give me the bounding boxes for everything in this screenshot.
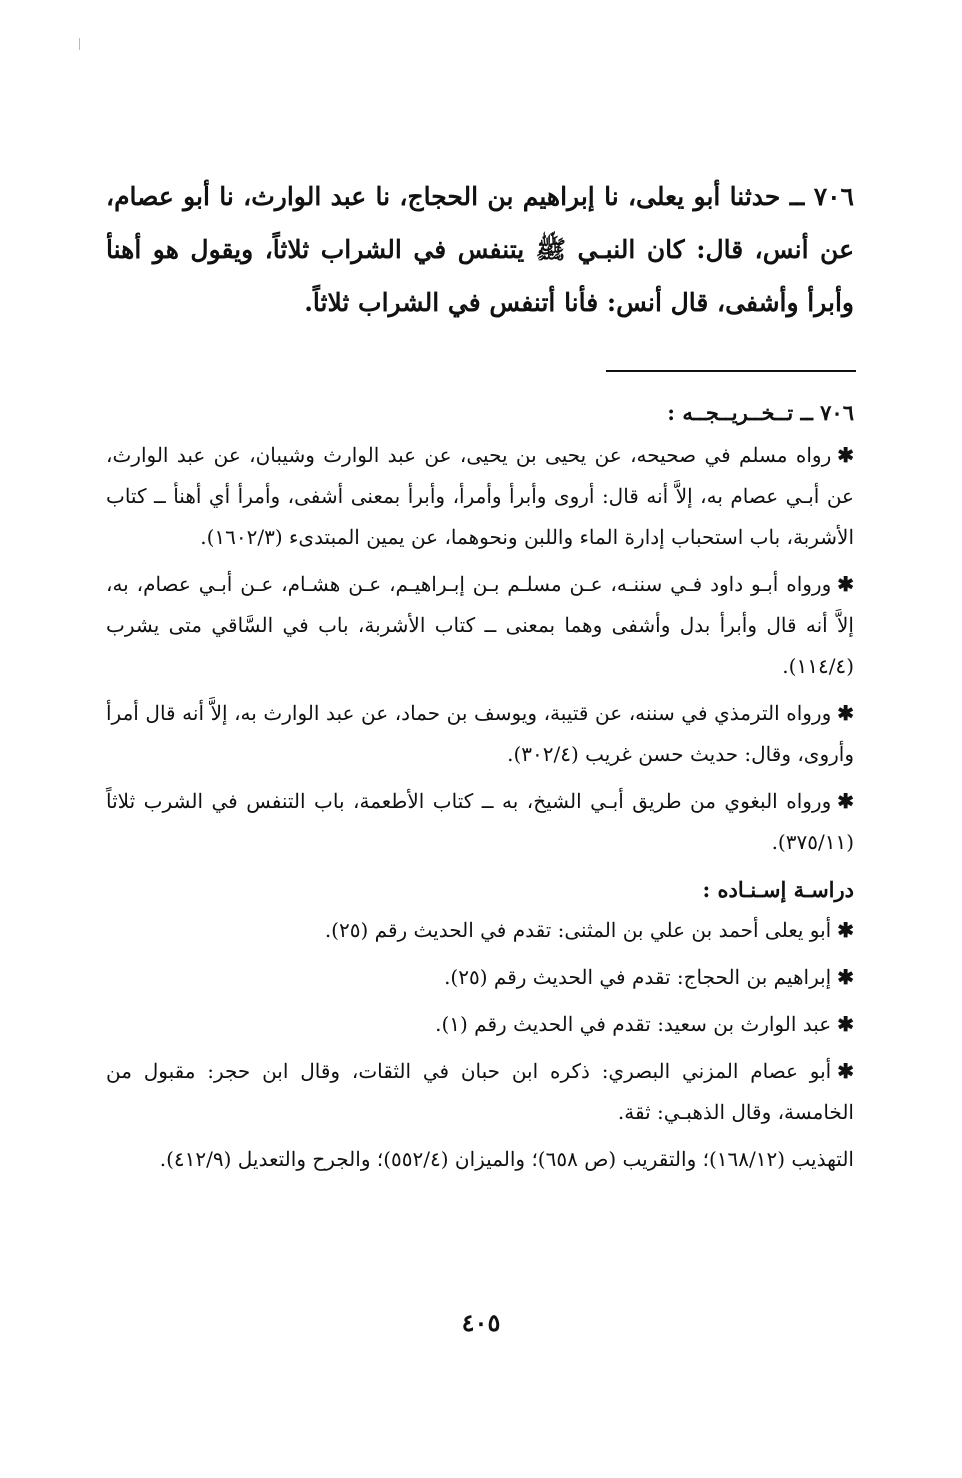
- takhrij-muslim: [106, 435, 854, 558]
- hadith-text-block: [106, 170, 854, 329]
- bullet-star-icon: ✱: [837, 918, 854, 942]
- bullet-star-icon: ✱: [837, 1012, 854, 1036]
- hadith-706-text: ٧٠٦ ــ حدثنا أبو يعلى، نا إبراهيم بن الحجاج، نا عبد الوارث، نا أبو عصام، عن أنس، قال: كان النبـي ﷺ يتنفس في الشراب ثلاثاً، ويقول هو أهنأ وأبرأ وأشفى، قال أنس: فأنا أتنفس في الشراب ثلاثاً.: [106, 182, 854, 317]
- isnad-abd-al-warith: [106, 1004, 854, 1045]
- isnad-abu-isam-text: أبو عصام المزني البصري: ذكره ابن حبان في الثقات، وقال ابن حجر: مقبول من الخامسة، وقال الذهبـي: ثقة.: [106, 1059, 854, 1124]
- takhrij-heading: ٧٠٦ ــ تــخــريــجــه :: [667, 400, 854, 425]
- isnad-abu-yala: [106, 910, 854, 951]
- footnotes-block: [106, 392, 854, 1186]
- scan-speck: [79, 38, 80, 50]
- takhrij-tirmidhi-text: ورواه الترمذي في سننه، عن قتيبة، ويوسف بن حماد، عن عبد الوارث به، إلاَّ أنه قال أمرأ وأروى، وقال: حديث حسن غريب (٣٠٢/٤).: [106, 701, 854, 766]
- takhrij-muslim-text: رواه مسلم في صحيحه، عن يحيى بن يحيى، عن عبد الوارث وشيبان، عن عبد الوارث، عن أبـي عصام به، إلاَّ أنه قال: أروى وأبرأ وأمرأ، وأبرأ بمعنى أشفى، وأمرأ أي أهنأ ــ كتاب الأشربة، باب استحباب إدارة الماء واللبن ونحوهما، عن يمين المبتدىء (١٦٠٢/٣).: [106, 443, 854, 549]
- footnote-separator: [606, 370, 856, 372]
- bullet-star-icon: ✱: [837, 443, 854, 467]
- takhrij-abu-dawud-text: ورواه أبـو داود فـي سننـه، عـن مسلـم بـن إبـراهيـم، عـن هشـام، عـن أبـي عصام، به، إلاَّ أنه قال وأبرأ بدل وأشفى وهما بمعنى ــ كتاب الأشربة، باب في السَّاقي متى يشرب (١١٤/٤).: [106, 572, 854, 678]
- bullet-star-icon: ✱: [837, 572, 854, 596]
- bullet-star-icon: ✱: [837, 965, 854, 989]
- isnad-heading: دراسـة إسـنـاده :: [702, 877, 854, 902]
- isnad-abu-yala-text: أبو يعلى أحمد بن علي بن المثنى: تقدم في الحديث رقم (٢٥).: [324, 918, 832, 942]
- references-line: التهذيب (١٦٨/١٢)؛ والتقريب (ص ٦٥٨)؛ والميزان (٥٥٢/٤)؛ والجرح والتعديل (٤١٢/٩).: [159, 1147, 854, 1171]
- bullet-star-icon: ✱: [837, 1059, 854, 1083]
- isnad-abu-isam: [106, 1051, 854, 1133]
- isnad-abd-al-warith-text: عبد الوارث بن سعيد: تقدم في الحديث رقم (١).: [435, 1012, 832, 1036]
- takhrij-abu-dawud: [106, 564, 854, 687]
- takhrij-baghawi: [106, 781, 854, 863]
- isnad-ibrahim-text: إبراهيم بن الحجاج: تقدم في الحديث رقم (٢٥).: [444, 965, 832, 989]
- takhrij-baghawi-text: ورواه البغوي من طريق أبـي الشيخ، به ــ كتاب الأطعمة، باب التنفس في الشرب ثلاثاً (٣٧٥/١١).: [106, 789, 854, 854]
- takhrij-tirmidhi: [106, 693, 854, 775]
- bullet-star-icon: ✱: [837, 701, 854, 725]
- page-number: ٤٠٥: [461, 1308, 501, 1337]
- bullet-star-icon: ✱: [837, 789, 854, 813]
- isnad-ibrahim: [106, 957, 854, 998]
